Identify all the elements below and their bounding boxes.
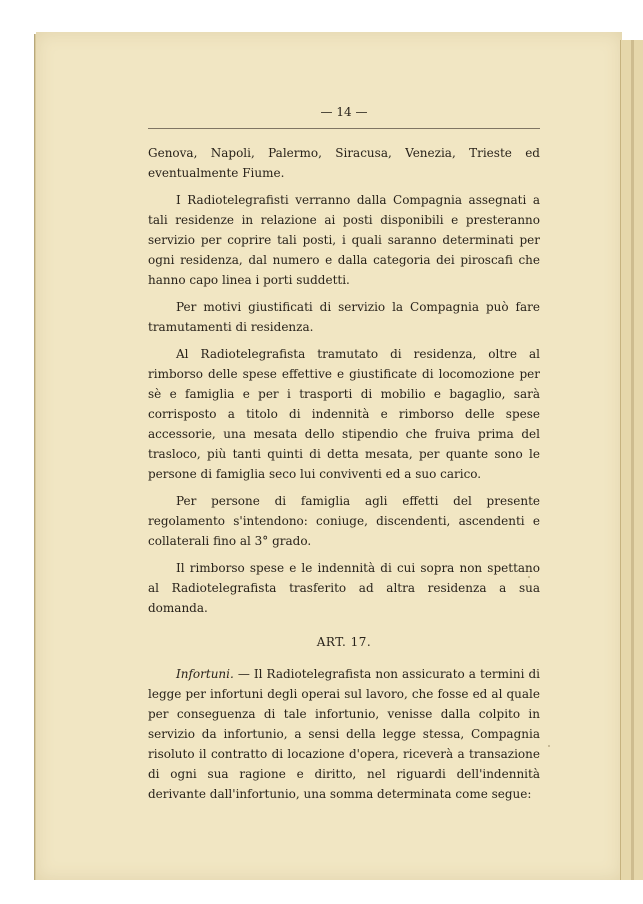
paragraph: Per motivi giustificati di servizio la Compagnia può fare tramutamenti di residenza.: [148, 300, 540, 334]
right-page-shadow: [631, 40, 634, 880]
article-heading: ART. 17.: [316, 635, 372, 649]
article-text: — Il Radiotelegrafista non assicurato a termini di legge per infortuni degli operai sul lavoro, che fosse ed al quale per conseguenza di tale infortunio, venisse dalla colpito in servizio da infortunio, a sensi della legge stessa, Compagnia risoluto il contratto di locazione d'opera, riceverà a transazione di ogni sua ragione e diritto, nel riguardi dell'indennità derivante dall'infortunio, una somma determinata come segue:: [148, 667, 540, 801]
article-paragraph: [148, 664, 540, 804]
paragraph: Per persone di famiglia agli effetti del presente regolamento s'intendono: coniuge, discendenti, ascendenti e collaterali fino al 3° grado.: [148, 494, 540, 548]
paragraph: I Radiotelegrafisti verranno dalla Compagnia assegnati a tali residenze in relazione ai posti disponibili e presteranno servizio per coprire tali posti, i quali saranno determinati per ogni residenza, dal numero e dalla categoria dei piroscafi che hanno capo linea i porti suddetti.: [148, 193, 540, 287]
header-rule: [148, 128, 540, 129]
paper-spot: [548, 745, 550, 747]
page-number: — 14 —: [320, 105, 368, 119]
paragraph: Genova, Napoli, Palermo, Siracusa, Venezia, Trieste ed eventualmente Fiume.: [148, 146, 540, 180]
italic-lead: Infortuni.: [176, 667, 234, 681]
paragraph: Al Radiotelegrafista tramutato di residenza, oltre al rimborso delle spese effettive e giustificate di locomozione per sè e famiglia e per i trasporti di mobilio e bagaglio, sarà corrisposto a titolo di indennità e rimborso delle spese accessorie, una mesata dello stipendio che fruiva prima del trasloco, più tanti quinti di detta mesata, per quante sono le persone di famiglia seco lui conviventi ed a suo carico.: [148, 347, 540, 481]
paragraph: Il rimborso spese e le indennità di cui sopra non spettano al Radiotelegrafista trasferito ad altra residenza a sua domanda.: [148, 561, 540, 615]
document-text: [148, 100, 540, 811]
